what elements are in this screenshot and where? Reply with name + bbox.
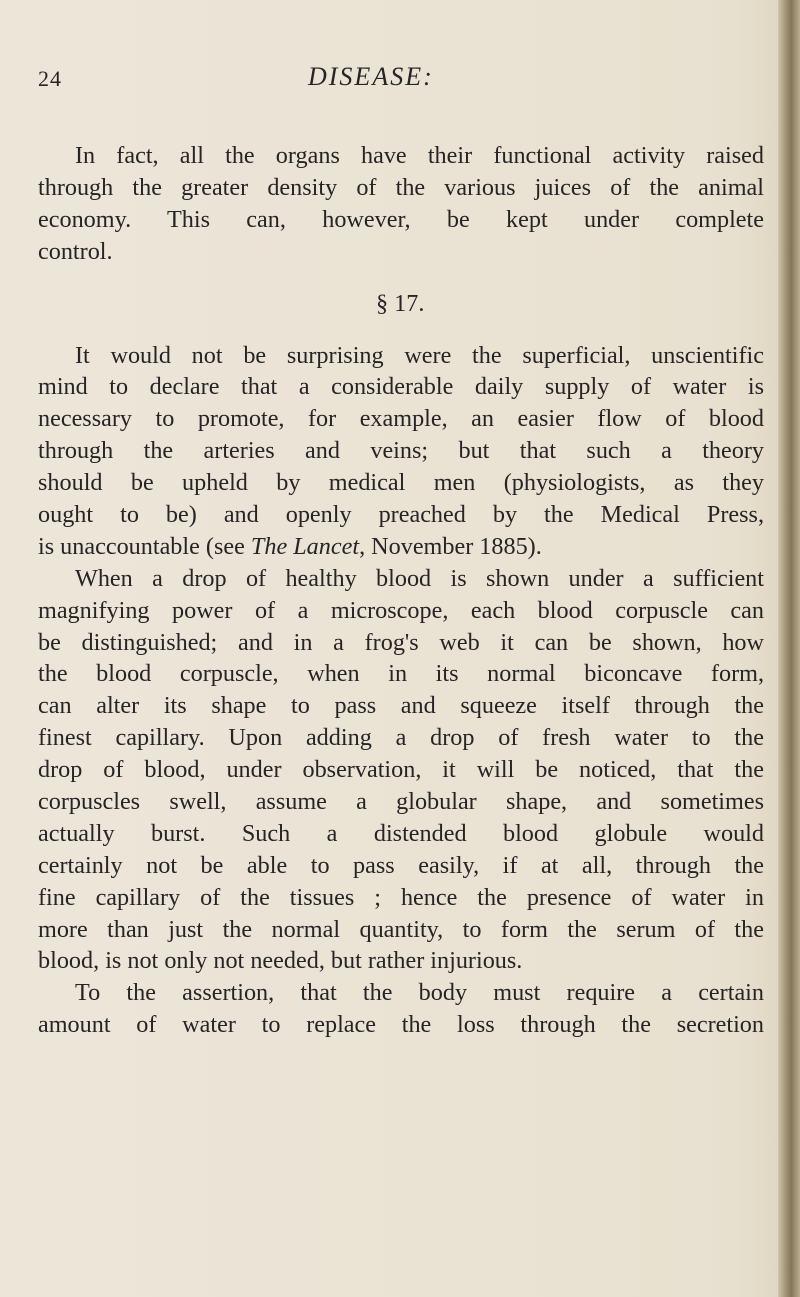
text-line: should be upheld by medical men (physiologists, as they [38, 469, 764, 497]
body-text [38, 140, 764, 1041]
citation-suffix: , November 1885). [359, 532, 542, 560]
text-line: certainly not be able to pass easily, if at all, through the [38, 851, 764, 879]
text-line: finest capillary. Upon adding a drop of fresh water to the [38, 724, 764, 752]
text-line: magnifying power of a microscope, each blood corpuscle can [38, 596, 764, 624]
text-line: control. [38, 237, 113, 265]
text-line: It would not be surprising were the superficial, unscientific [75, 341, 764, 369]
text-line: the blood corpuscle, when in its normal biconcave form, [38, 660, 764, 688]
running-head [38, 62, 758, 92]
text-line: drop of blood, under observation, it will be noticed, that the [38, 756, 764, 784]
page-number: 24 [38, 66, 62, 91]
text-line: To the assertion, that the body must require a certain [75, 979, 764, 1007]
paragraph-4 [38, 977, 764, 1041]
running-title: DISEASE: [308, 62, 434, 91]
paragraph-1 [38, 140, 764, 268]
text-line: fine capillary of the tissues ; hence the presence of water in [38, 883, 764, 911]
journal-title: The Lancet [250, 532, 360, 560]
text-line-citation [38, 531, 764, 563]
text-line: mind to declare that a considerable daily supply of water is [38, 373, 764, 401]
text-line: corpuscles swell, assume a globular shape, and sometimes [38, 788, 764, 816]
paragraph-3 [38, 563, 764, 978]
text-line: necessary to promote, for example, an easier flow of blood [38, 405, 764, 433]
text-line: more than just the normal quantity, to form the serum of the [38, 915, 764, 943]
text-line: When a drop of healthy blood is shown under a sufficient [75, 564, 764, 592]
paragraph-2 [38, 340, 764, 563]
citation-prefix: is unaccountable (see [38, 532, 251, 560]
text-line: blood, is not only not needed, but rather injurious. [38, 947, 523, 975]
text-line: be distinguished; and in a frog's web it can be shown, how [38, 628, 764, 656]
text-line: ought to be) and openly preached by the Medical Press, [38, 501, 764, 529]
text-line: through the greater density of the various juices of the animal [38, 173, 764, 201]
text-line: economy. This can, however, be kept under complete [38, 205, 764, 233]
text-line: amount of water to replace the loss through the secretion [38, 1011, 764, 1039]
text-line: In fact, all the organs have their functional activity raised [75, 142, 764, 169]
text-line: through the arteries and veins; but that such a theory [38, 437, 764, 465]
text-line: actually burst. Such a distended blood globule would [38, 819, 764, 847]
page-edge-shadow [778, 0, 800, 1297]
section-heading: § 17. [376, 289, 425, 317]
text-line: can alter its shape to pass and squeeze itself through the [38, 692, 764, 720]
